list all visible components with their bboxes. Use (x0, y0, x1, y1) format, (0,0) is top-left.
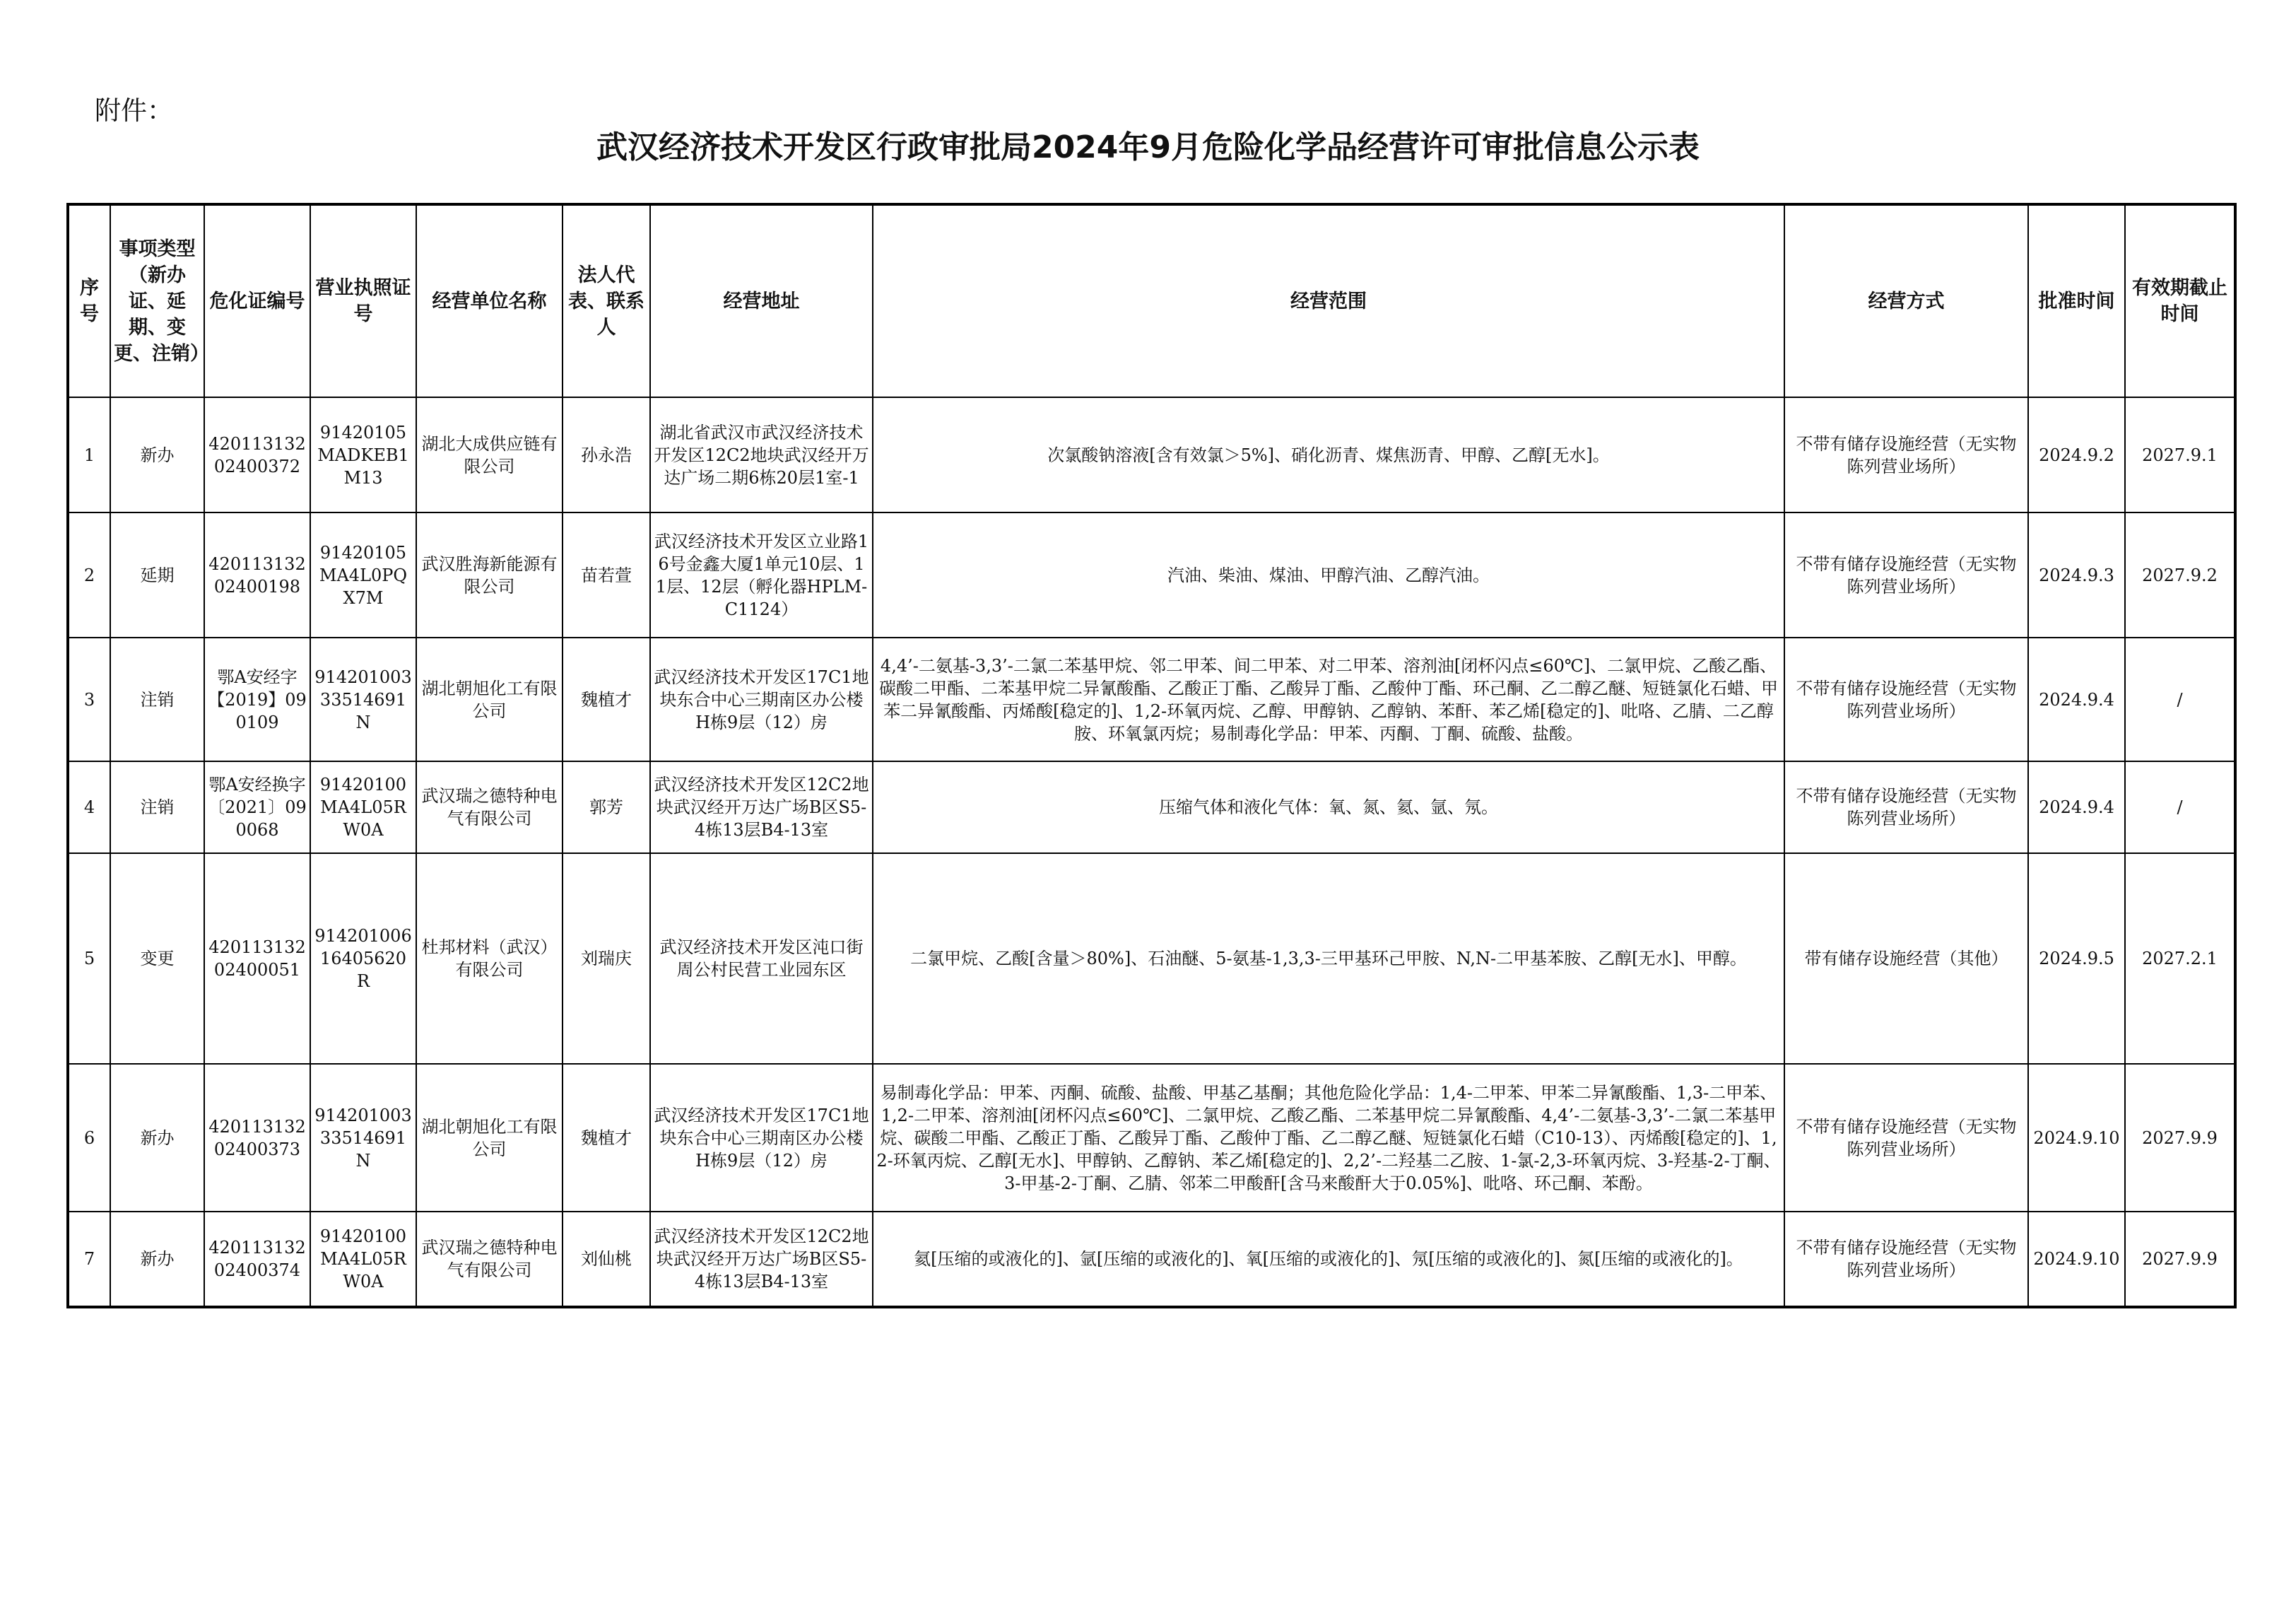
cell-type: 新办 (110, 1064, 204, 1212)
cell-mode: 不带有储存设施经营（无实物陈列营业场所） (1784, 512, 2028, 638)
header-scope: 经营范围 (873, 204, 1784, 397)
header-rep: 法人代表、联系人 (563, 204, 650, 397)
cell-rep: 魏植才 (563, 638, 650, 761)
header-company: 经营单位名称 (416, 204, 563, 397)
table-row (68, 853, 2235, 1064)
cell-scope: 氦[压缩的或液化的]、氩[压缩的或液化的]、氧[压缩的或液化的]、氖[压缩的或液化的]、氮[压缩的或液化的]。 (873, 1212, 1784, 1307)
cell-company: 湖北朝旭化工有限公司 (416, 638, 563, 761)
cell-address: 武汉经济技术开发区12C2地块武汉经开万达广场B区S5-4栋13层B4-13室 (650, 761, 873, 853)
header-cert: 危化证编号 (204, 204, 310, 397)
cell-type: 注销 (110, 761, 204, 853)
cell-address: 武汉经济技术开发区12C2地块武汉经开万达广场B区S5-4栋13层B4-13室 (650, 1212, 873, 1307)
cell-company: 武汉瑞之德特种电气有限公司 (416, 1212, 563, 1307)
approval-table (66, 203, 2237, 1308)
cell-mode: 不带有储存设施经营（无实物陈列营业场所） (1784, 1064, 2028, 1212)
cell-approve: 2024.9.10 (2028, 1212, 2125, 1307)
cell-company: 杜邦材料（武汉）有限公司 (416, 853, 563, 1064)
cell-company: 武汉胜海新能源有限公司 (416, 512, 563, 638)
cell-mode: 不带有储存设施经营（无实物陈列营业场所） (1784, 638, 2028, 761)
cell-expire: 2027.2.1 (2125, 853, 2235, 1064)
cell-rep: 刘仙桃 (563, 1212, 650, 1307)
header-expire: 有效期截止时间 (2125, 204, 2235, 397)
table-row (68, 638, 2235, 761)
cell-approve: 2024.9.2 (2028, 397, 2125, 512)
cell-scope: 4,4’-二氨基-3,3’-二氯二苯基甲烷、邻二甲苯、间二甲苯、对二甲苯、溶剂油[闭杯闪点≤60℃]、二氯甲烷、乙酸乙酯、碳酸二甲酯、二苯基甲烷二异氰酸酯、乙酸正丁酯、乙酸异丁酯、乙酸仲丁酯、环己酮、乙二醇乙醚、短链氯化石蜡、甲苯二异氰酸酯、丙烯酸[稳定的]、1,2-环氧丙烷、乙醇、甲醇钠、乙醇钠、苯酐、苯乙烯[稳定的]、吡咯、乙腈、二乙醇胺、环氧氯丙烷；易制毒化学品：甲苯、丙酮、丁酮、硫酸、盐酸。 (873, 638, 1784, 761)
table-row (68, 1064, 2235, 1212)
cell-address: 武汉经济技术开发区立业路16号金鑫大厦1单元10层、11层、12层（孵化器HPLM-C1124） (650, 512, 873, 638)
header-type: 事项类型（新办证、延期、变更、注销） (110, 204, 204, 397)
cell-expire: 2027.9.2 (2125, 512, 2235, 638)
header-row (68, 204, 2235, 397)
cell-type: 延期 (110, 512, 204, 638)
cell-approve: 2024.9.5 (2028, 853, 2125, 1064)
cell-mode: 不带有储存设施经营（无实物陈列营业场所） (1784, 1212, 2028, 1307)
cell-mode: 不带有储存设施经营（无实物陈列营业场所） (1784, 761, 2028, 853)
header-mode: 经营方式 (1784, 204, 2028, 397)
cell-address: 武汉经济技术开发区17C1地块东合中心三期南区办公楼H栋9层（12）房 (650, 1064, 873, 1212)
cell-scope: 压缩气体和液化气体：氧、氮、氦、氩、氖。 (873, 761, 1784, 853)
cell-approve: 2024.9.3 (2028, 512, 2125, 638)
cell-company: 武汉瑞之德特种电气有限公司 (416, 761, 563, 853)
cell-approve: 2024.9.4 (2028, 638, 2125, 761)
cell-seq: 3 (68, 638, 110, 761)
cell-address: 武汉经济技术开发区沌口街周公村民营工业园东区 (650, 853, 873, 1064)
cell-seq: 4 (68, 761, 110, 853)
cell-license: 91420100333514691N (310, 1064, 416, 1212)
cell-cert: 42011313202400372 (204, 397, 310, 512)
header-seq: 序号 (68, 204, 110, 397)
cell-rep: 苗若萱 (563, 512, 650, 638)
cell-type: 注销 (110, 638, 204, 761)
cell-scope: 次氯酸钠溶液[含有效氯＞5%]、硝化沥青、煤焦沥青、甲醇、乙醇[无水]。 (873, 397, 1784, 512)
cell-license: 91420105MA4L0PQX7M (310, 512, 416, 638)
cell-rep: 孙永浩 (563, 397, 650, 512)
cell-seq: 2 (68, 512, 110, 638)
cell-license: 91420105MADKEB1M13 (310, 397, 416, 512)
cell-expire: 2027.9.9 (2125, 1064, 2235, 1212)
cell-cert: 42011313202400373 (204, 1064, 310, 1212)
cell-type: 新办 (110, 397, 204, 512)
cell-rep: 魏植才 (563, 1064, 650, 1212)
cell-company: 湖北朝旭化工有限公司 (416, 1064, 563, 1212)
page-title: 武汉经济技术开发区行政审批局2024年9月危险化学品经营许可审批信息公示表 (596, 129, 1700, 165)
table-row (68, 761, 2235, 853)
cell-expire: 2027.9.9 (2125, 1212, 2235, 1307)
cell-scope: 易制毒化学品：甲苯、丙酮、硫酸、盐酸、甲基乙基酮；其他危险化学品：1,4-二甲苯、甲苯二异氰酸酯、1,3-二甲苯、1,2-二甲苯、溶剂油[闭杯闪点≤60℃]、二氯甲烷、乙酸乙酯、二苯基甲烷二异氰酸酯、4,4’-二氨基-3,3’-二氯二苯基甲烷、碳酸二甲酯、乙酸正丁酯、乙酸异丁酯、乙酸仲丁酯、乙二醇乙醚、短链氯化石蜡（C10-13）、丙烯酸[稳定的]、1,2-环氧丙烷、乙醇[无水]、甲醇钠、乙醇钠、苯乙烯[稳定的]、2,2’-二羟基二乙胺、1-氯-2,3-环氧丙烷、3-羟基-2-丁酮、3-甲基-2-丁酮、乙腈、邻苯二甲酸酐[含马来酸酐大于0.05%]、吡咯、环己酮、苯酚。 (873, 1064, 1784, 1212)
cell-cert: 42011313202400198 (204, 512, 310, 638)
cell-expire: / (2125, 761, 2235, 853)
cell-expire: 2027.9.1 (2125, 397, 2235, 512)
cell-address: 湖北省武汉市武汉经济技术开发区12C2地块武汉经开万达广场二期6栋20层1室-1 (650, 397, 873, 512)
header-address: 经营地址 (650, 204, 873, 397)
cell-seq: 1 (68, 397, 110, 512)
cell-address: 武汉经济技术开发区17C1地块东合中心三期南区办公楼H栋9层（12）房 (650, 638, 873, 761)
cell-license: 91420100333514691N (310, 638, 416, 761)
cell-scope: 二氯甲烷、乙酸[含量＞80%]、石油醚、5-氨基-1,3,3-三甲基环己甲胺、N,N-二甲基苯胺、乙醇[无水]、甲醇。 (873, 853, 1784, 1064)
cell-cert: 42011313202400374 (204, 1212, 310, 1307)
cell-approve: 2024.9.4 (2028, 761, 2125, 853)
cell-cert: 42011313202400051 (204, 853, 310, 1064)
cell-type: 变更 (110, 853, 204, 1064)
cell-scope: 汽油、柴油、煤油、甲醇汽油、乙醇汽油。 (873, 512, 1784, 638)
table-row (68, 397, 2235, 512)
cell-rep: 郭芳 (563, 761, 650, 853)
attachment-label: 附件： (95, 95, 173, 126)
header-approve: 批准时间 (2028, 204, 2125, 397)
cell-rep: 刘瑞庆 (563, 853, 650, 1064)
cell-expire: / (2125, 638, 2235, 761)
table-row (68, 1212, 2235, 1307)
cell-cert: 鄂A安经换字〔2021〕090068 (204, 761, 310, 853)
cell-license: 91420100MA4L05RW0A (310, 761, 416, 853)
cell-mode: 带有储存设施经营（其他） (1784, 853, 2028, 1064)
cell-cert: 鄂A安经字【2019】090109 (204, 638, 310, 761)
cell-approve: 2024.9.10 (2028, 1064, 2125, 1212)
table-row (68, 512, 2235, 638)
cell-company: 湖北大成供应链有限公司 (416, 397, 563, 512)
cell-seq: 5 (68, 853, 110, 1064)
cell-seq: 7 (68, 1212, 110, 1307)
cell-license: 91420100616405620R (310, 853, 416, 1064)
cell-license: 91420100MA4L05RW0A (310, 1212, 416, 1307)
cell-mode: 不带有储存设施经营（无实物陈列营业场所） (1784, 397, 2028, 512)
cell-type: 新办 (110, 1212, 204, 1307)
cell-seq: 6 (68, 1064, 110, 1212)
header-license: 营业执照证号 (310, 204, 416, 397)
